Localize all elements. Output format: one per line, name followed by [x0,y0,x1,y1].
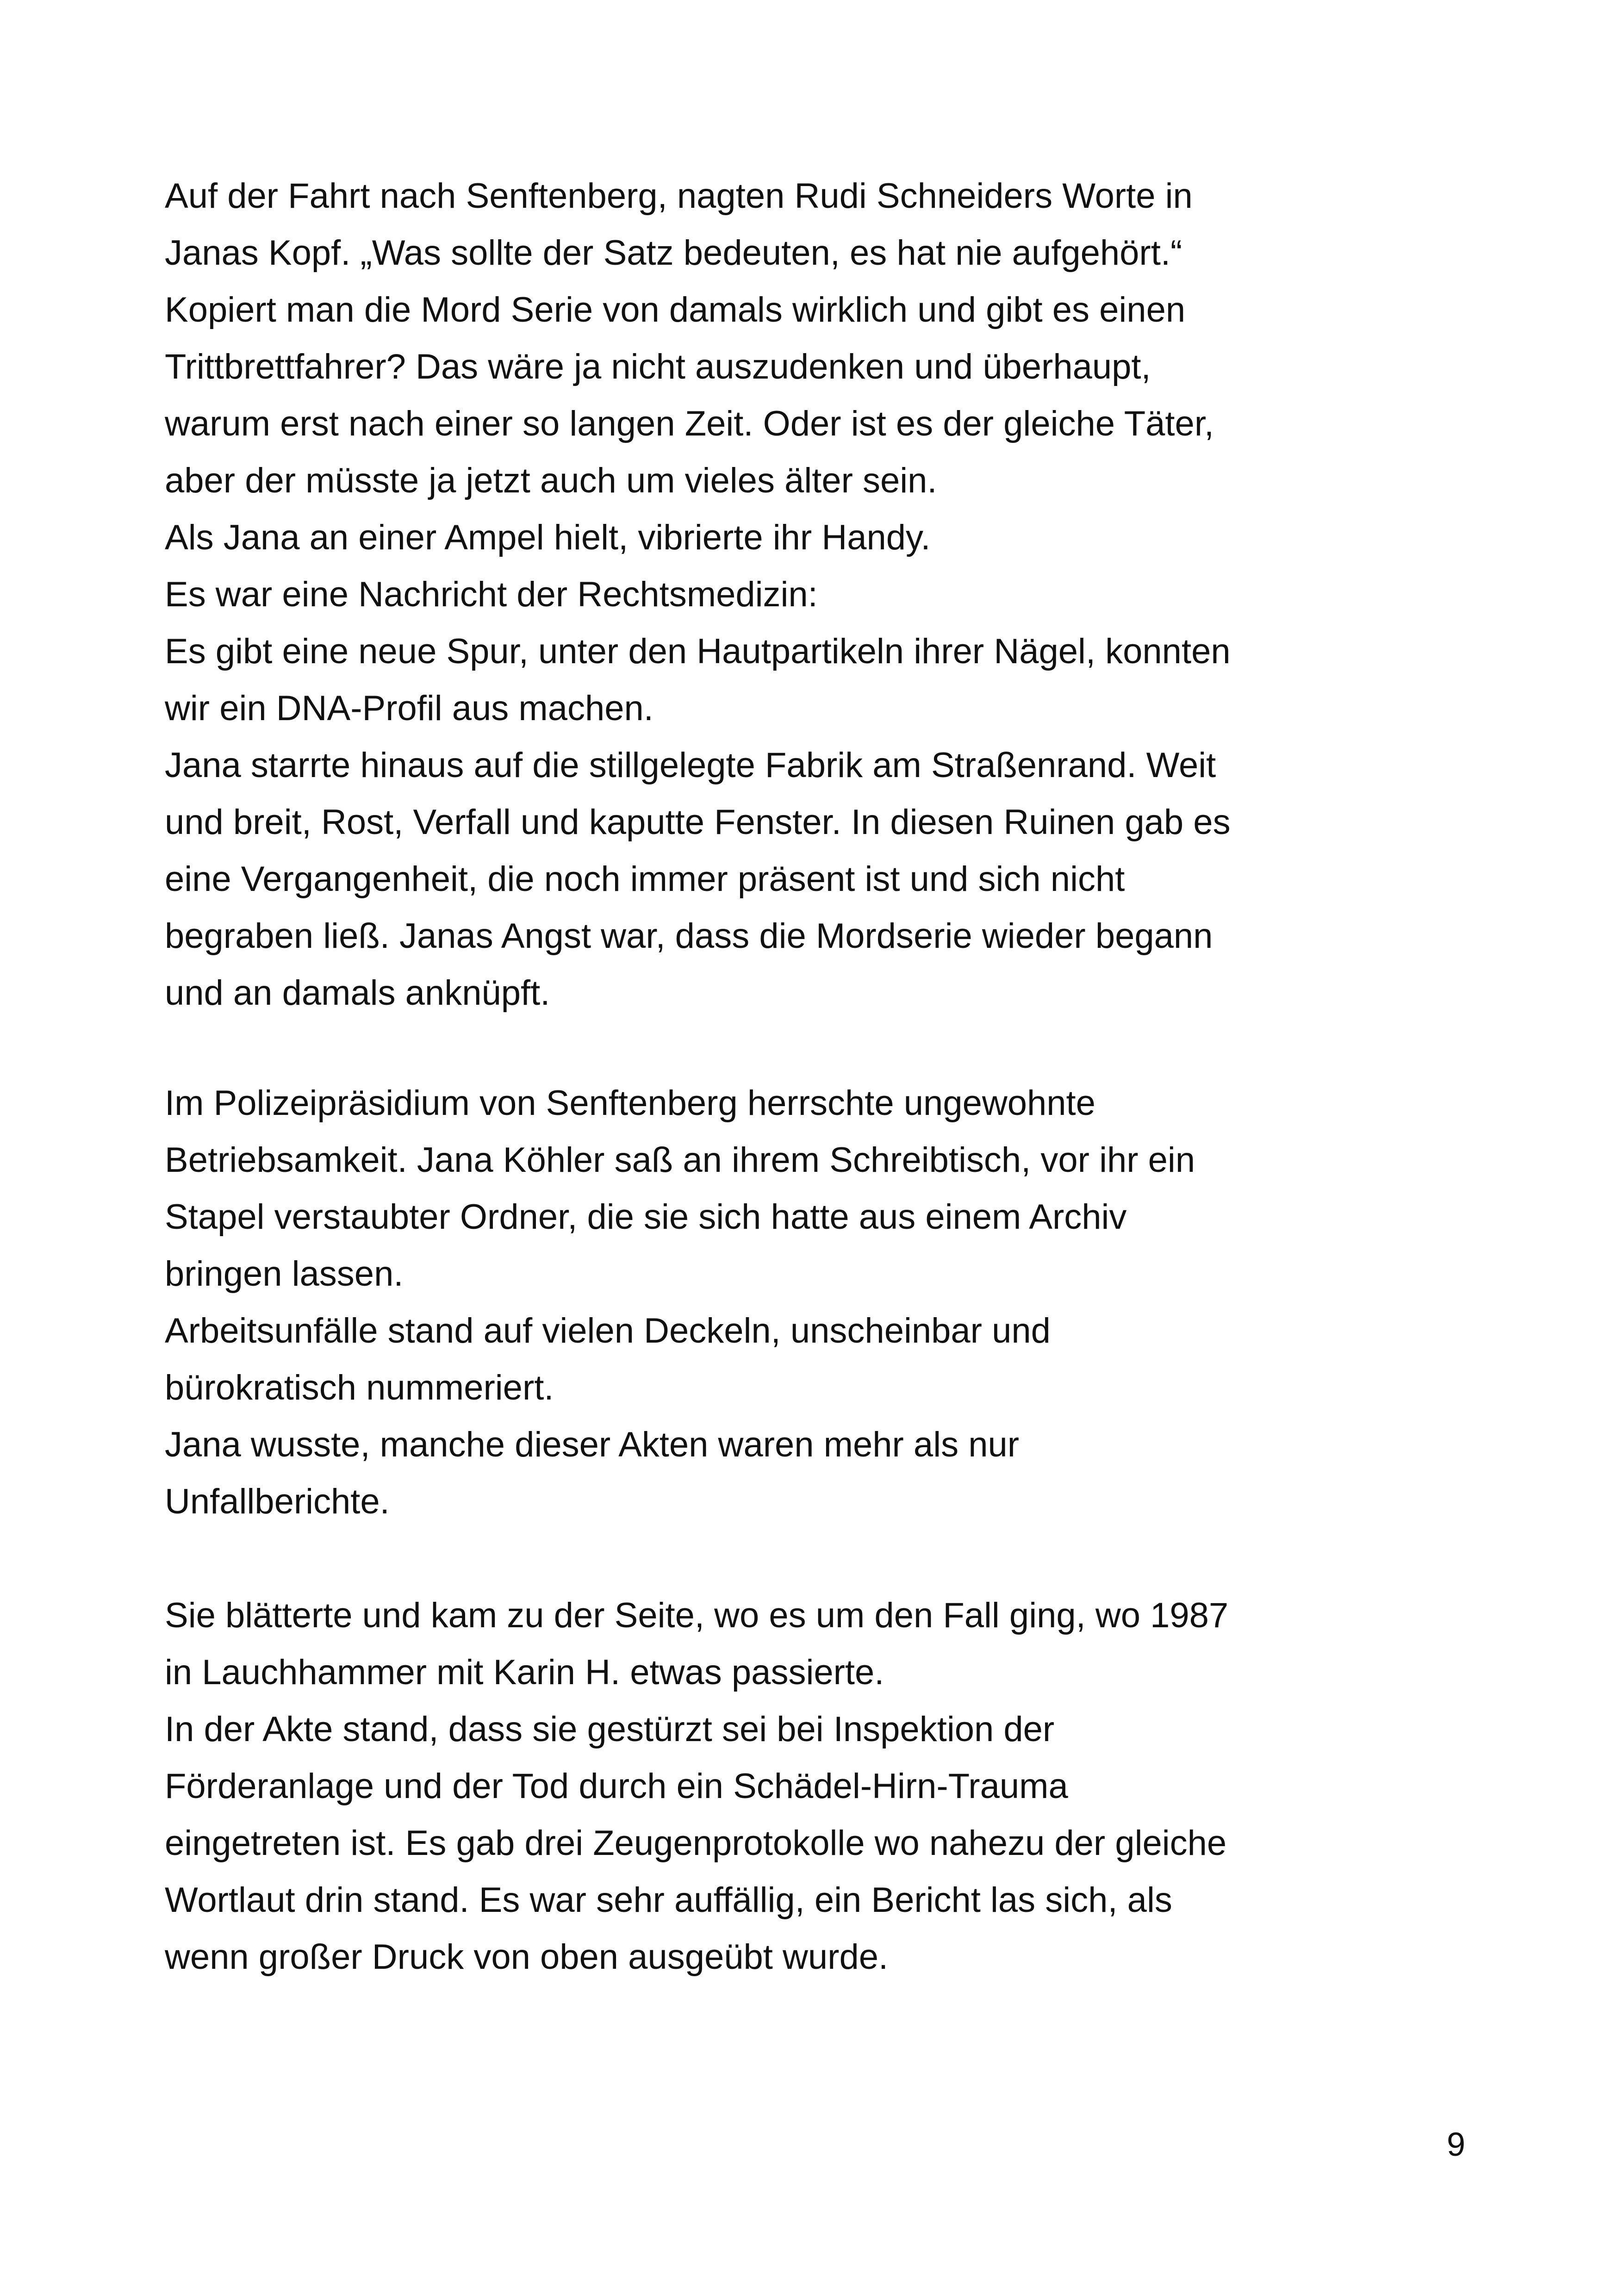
text-line: in Lauchhammer mit Karin H. etwas passierte. [165,1653,884,1692]
text-line: Als Jana an einer Ampel hielt, vibrierte ihr Handy. [165,518,931,557]
text-line: Sie blätterte und kam zu der Seite, wo es um den Fall ging, wo 1987 [165,1596,1229,1635]
text-line: Es gibt eine neue Spur, unter den Hautpartikeln ihrer Nägel, konnten [165,632,1231,671]
text-line: Kopiert man die Mord Serie von damals wirklich und gibt es einen [165,290,1186,330]
text-line: Im Polizeipräsidium von Senftenberg herrschte ungewohnte [165,1083,1095,1123]
text-line: Arbeitsunfälle stand auf vielen Deckeln, unscheinbar und [165,1311,1051,1350]
paragraph-2 [165,1075,1507,1530]
text-line: begraben ließ. Janas Angst war, dass die Mordserie wieder begann [165,916,1213,956]
text-line: Janas Kopf. „Was sollte der Satz bedeuten, es hat nie aufgehört.“ [165,233,1182,273]
text-line: wenn großer Druck von oben ausgeübt wurde. [165,1937,889,1977]
text-line: aber der müsste ja jetzt auch um vieles älter sein. [165,461,937,500]
text-line: wir ein DNA-Profil aus machen. [165,689,653,728]
text-line: eingetreten ist. Es gab drei Zeugenprotokolle wo nahezu der gleiche [165,1823,1227,1863]
text-line: eine Vergangenheit, die noch immer präsent ist und sich nicht [165,859,1125,899]
text-line: Betriebsamkeit. Jana Köhler saß an ihrem Schreibtisch, vor ihr ein [165,1140,1195,1180]
text-line: Wortlaut drin stand. Es war sehr auffällig, ein Bericht las sich, als [165,1880,1172,1920]
text-line: warum erst nach einer so langen Zeit. Oder ist es der gleiche Täter, [165,404,1214,443]
text-line: Auf der Fahrt nach Senftenberg, nagten Rudi Schneiders Worte in [165,176,1193,216]
text-line: Stapel verstaubter Ordner, die sie sich hatte aus einem Archiv [165,1197,1127,1237]
text-line: Es war eine Nachricht der Rechtsmedizin: [165,575,818,614]
text-line: bürokratisch nummeriert. [165,1368,554,1407]
text-line: In der Akte stand, dass sie gestürzt sei bei Inspektion der [165,1710,1055,1749]
text-line: und breit, Rost, Verfall und kaputte Fenster. In diesen Ruinen gab es [165,803,1231,842]
text-line: Unfallberichte. [165,1482,390,1521]
text-line: Jana wusste, manche dieser Akten waren mehr als nur [165,1425,1020,1464]
text-line: Jana starrte hinaus auf die stillgelegte Fabrik am Straßenrand. Weit [165,746,1216,785]
text-line: und an damals anknüpft. [165,973,550,1013]
paragraph-3 [165,1587,1507,1985]
page-number: 9 [1446,2126,1465,2163]
text-line: Förderanlage und der Tod durch ein Schädel-Hirn-Trauma [165,1767,1068,1806]
paragraph-1 [165,168,1507,1021]
text-line: Trittbrettfahrer? Das wäre ja nicht auszudenken und überhaupt, [165,347,1151,386]
text-line: bringen lassen. [165,1254,404,1294]
